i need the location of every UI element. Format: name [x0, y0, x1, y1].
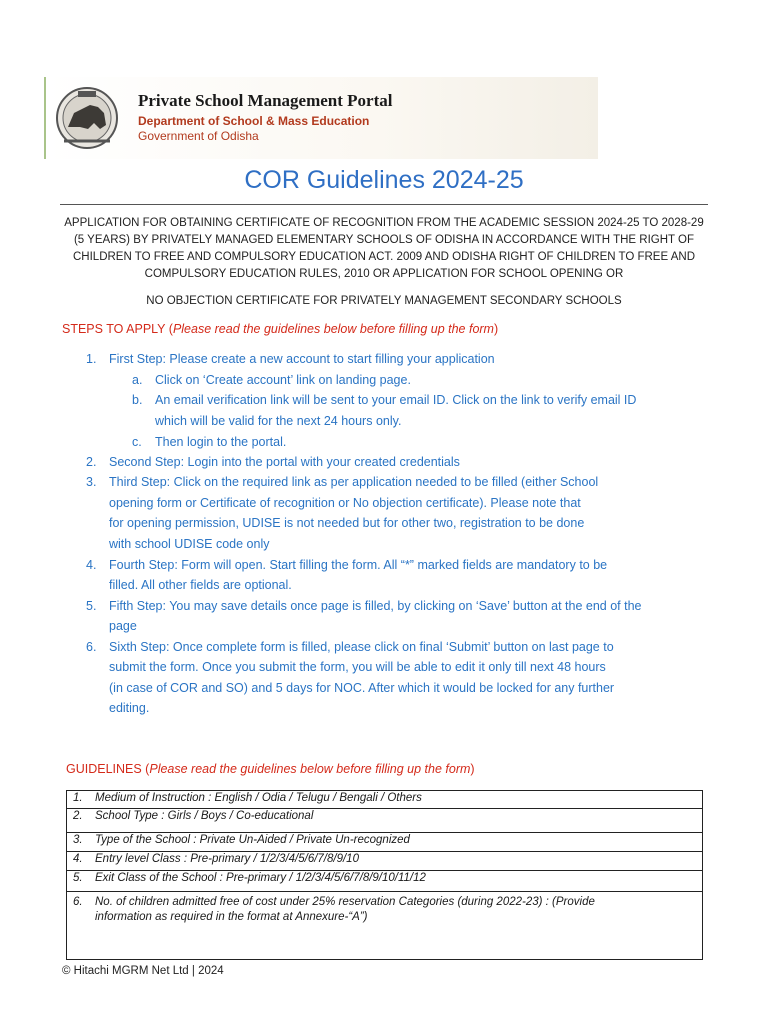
- step-3-line: with school UDISE code only: [109, 537, 270, 551]
- table-row: [67, 833, 703, 852]
- intro-second-line: NO OBJECTION CERTIFICATE FOR PRIVATELY MANAGEMENT SECONDARY SCHOOLS: [146, 295, 622, 307]
- guidelines-heading: [66, 762, 475, 776]
- step-6-line: submit the form. Once you submit the form, you will be able to edit it only till next 48 hours: [109, 660, 606, 674]
- step-marker: 4.: [86, 558, 97, 572]
- table-row: [67, 852, 703, 871]
- table-row: [67, 892, 703, 960]
- step-3-line: for opening permission, UDISE is not needed but for other two, registration to be done: [109, 516, 585, 530]
- row-text: No. of children admitted free of cost under 25% reservation Categories (during 2022-23) : (Provide: [95, 896, 595, 908]
- table-cell: [67, 892, 703, 960]
- table-cell: [67, 833, 703, 852]
- step-1-line: First Step: Please create a new account to start filling your application: [109, 352, 495, 366]
- intro-paragraph: [60, 215, 708, 283]
- row-text: Entry level Class : Pre-primary / 1/2/3/4/5/6/7/8/9/10: [95, 853, 359, 865]
- row-number: 5.: [73, 872, 83, 884]
- substep-a-line: Click on ‘Create account’ link on landing page.: [155, 373, 411, 387]
- step-2-line: Second Step: Login into the portal with your created credentials: [109, 455, 460, 469]
- step-marker: 3.: [86, 475, 97, 489]
- department-name: Department of School & Mass Education: [138, 114, 370, 128]
- substep-marker: a.: [132, 373, 143, 387]
- step-6-line: Sixth Step: Once complete form is filled, please click on final ‘Submit’ button on last page to: [109, 640, 614, 654]
- row-text: School Type : Girls / Boys / Co-educational: [95, 810, 314, 822]
- portal-banner: [44, 77, 598, 159]
- steps-heading: [62, 322, 498, 336]
- row-text: Type of the School : Private Un-Aided / Private Un-recognized: [95, 834, 410, 846]
- step-6-line: editing.: [109, 701, 150, 715]
- page-title: COR Guidelines 2024-25: [244, 166, 524, 194]
- step-3-line: Third Step: Click on the required link as per application needed to be filled (either School: [109, 475, 599, 489]
- step-5-line: page: [109, 619, 137, 633]
- step-marker: 5.: [86, 599, 97, 613]
- table-cell: [67, 809, 703, 833]
- title-divider: [60, 204, 708, 205]
- step-4-line: Fourth Step: Form will open. Start filling the form. All “*” marked fields are mandatory to be: [109, 558, 608, 572]
- substep-b-line: An email verification link will be sent to your email ID. Click on the link to verify email ID: [155, 393, 637, 407]
- guidelines-heading-note: Please read the guidelines below before filling up the form: [149, 762, 471, 776]
- step-6-line: (in case of COR and SO) and 5 days for NOC. After which it would be locked for any further: [109, 681, 615, 695]
- substep-marker: c.: [132, 435, 142, 449]
- intro-line: CHILDREN TO FREE AND COMPULSORY EDUCATION ACT. 2009 AND ODISHA RIGHT OF CHILDREN TO FREE AND: [73, 251, 695, 263]
- row-text: Exit Class of the School : Pre-primary / 1/2/3/4/5/6/7/8/9/10/11/12: [95, 872, 426, 884]
- portal-title: Private School Management Portal: [138, 91, 393, 110]
- step-marker: 1.: [86, 352, 97, 366]
- substep-c-line: Then login to the portal.: [155, 435, 287, 449]
- steps-heading-note: Please read the guidelines below before filling up the form: [172, 322, 494, 336]
- steps-heading-label: STEPS TO APPLY (: [62, 322, 173, 336]
- government-name: Government of Odisha: [138, 129, 259, 143]
- step-marker: 2.: [86, 455, 97, 469]
- intro-line: (5 YEARS) BY PRIVATELY MANAGED ELEMENTARY SCHOOLS OF ODISHA IN ACCORDANCE WITH THE RIGHT OF: [73, 234, 695, 246]
- intro-line: COMPULSORY EDUCATION RULES, 2010 OR APPLICATION FOR SCHOOL OPENING OR: [144, 268, 624, 280]
- step-4-line: filled. All other fields are optional.: [109, 578, 292, 592]
- substep-marker: b.: [132, 393, 143, 407]
- row-number: 1.: [73, 792, 83, 804]
- guidelines-heading-close: ): [470, 762, 475, 776]
- row-number: 2.: [73, 810, 83, 822]
- table-row: [67, 871, 703, 892]
- footer-copyright: © Hitachi MGRM Net Ltd | 2024: [62, 965, 224, 977]
- row-number: 3.: [73, 834, 83, 846]
- step-3-line: opening form or Certificate of recognition or No objection certificate). Please note that: [109, 496, 581, 510]
- row-number: 4.: [73, 853, 83, 865]
- table-row: [67, 791, 703, 809]
- table-cell: [67, 791, 703, 809]
- step-marker: 6.: [86, 640, 97, 654]
- guidelines-table: [66, 790, 703, 960]
- steps-heading-close: ): [493, 322, 499, 336]
- row-number: 6.: [73, 896, 83, 908]
- substep-b-line: which will be valid for the next 24 hours only.: [155, 414, 402, 428]
- table-cell: [67, 871, 703, 892]
- table-cell: [67, 852, 703, 871]
- intro-line: APPLICATION FOR OBTAINING CERTIFICATE OF RECOGNITION FROM THE ACADEMIC SESSION 2024-25 TO 2028-29: [64, 217, 704, 229]
- guidelines-heading-label: GUIDELINES (: [66, 762, 150, 776]
- row-text: Medium of Instruction : English / Odia / Telugu / Bengali / Others: [95, 792, 422, 804]
- row-text: information as required in the format at Annexure-“A”): [95, 911, 368, 923]
- odisha-state-emblem-icon: [54, 83, 120, 153]
- step-5-line: Fifth Step: You may save details once page is filled, by clicking on ‘Save’ button at the end of the: [109, 599, 642, 613]
- table-row: [67, 809, 703, 833]
